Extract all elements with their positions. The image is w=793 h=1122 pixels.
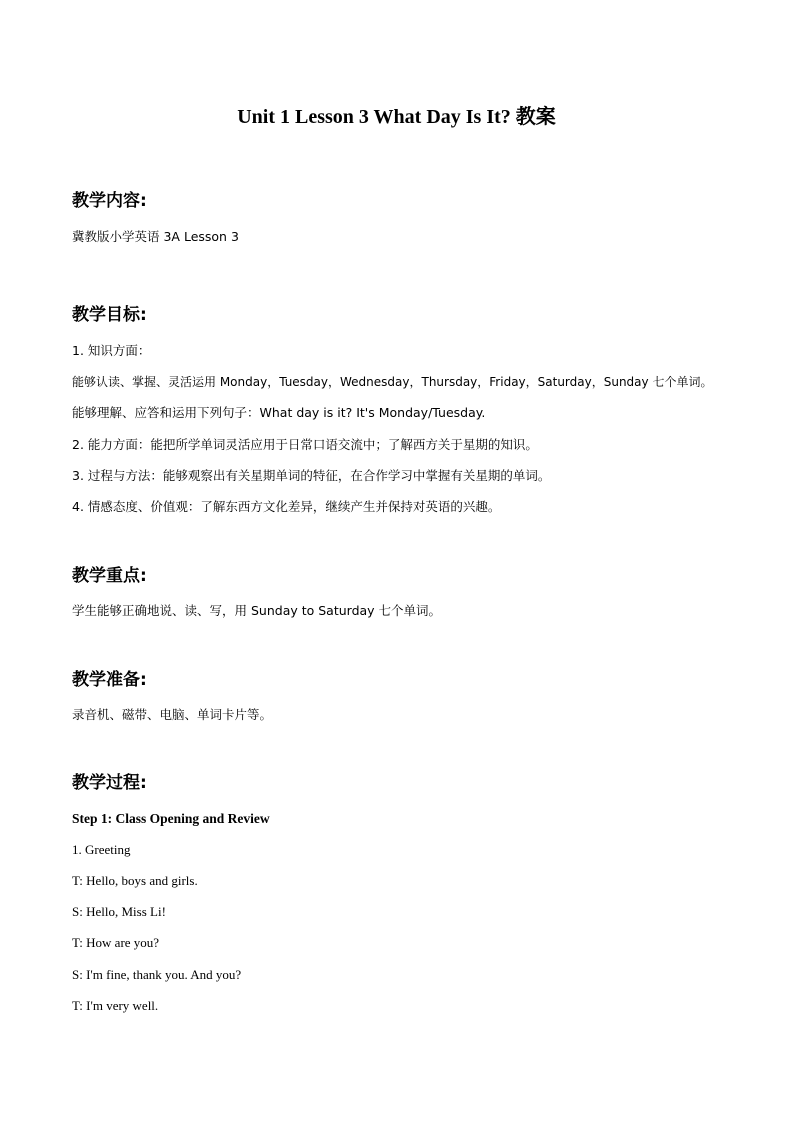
content-line: 冀教版小学英语 3A Lesson 3 bbox=[72, 229, 239, 244]
objective-line: 1. 知识方面： bbox=[72, 343, 151, 358]
section-heading-content: 教学内容: bbox=[72, 191, 147, 211]
process-line: S: I'm fine, thank you. And you? bbox=[72, 967, 242, 982]
objective-line: 能够理解、应答和运用下列句子：What day is it? It's Monday/Tuesday. bbox=[72, 405, 486, 420]
section-heading-process: 教学过程: bbox=[72, 773, 147, 793]
preparation-line: 录音机、磁带、电脑、单词卡片等。 bbox=[72, 707, 273, 722]
process-line: T: I'm very well. bbox=[72, 998, 159, 1013]
step-1-title: Step 1: Class Opening and Review bbox=[72, 811, 270, 826]
document-title: Unit 1 Lesson 3 What Day Is It? 教案 bbox=[237, 106, 556, 128]
section-heading-preparation: 教学准备: bbox=[72, 670, 147, 690]
process-line: T: Hello, boys and girls. bbox=[72, 873, 198, 888]
process-line: S: Hello, Miss Li! bbox=[72, 904, 166, 919]
objective-line: 能够认读、掌握、灵活运用 Monday，Tuesday，Wednesday，Thursday，Friday，Saturday，Sunday 七个单词。 bbox=[72, 375, 713, 389]
section-heading-key-points: 教学重点: bbox=[72, 566, 147, 586]
process-line: T: How are you? bbox=[72, 935, 160, 950]
objective-line: 2. 能力方面：能把所学单词灵活应用于日常口语交流中；了解西方关于星期的知识。 bbox=[72, 437, 538, 452]
objective-line: 4. 情感态度、价值观：了解东西方文化差异，继续产生并保持对英语的兴趣。 bbox=[72, 499, 501, 514]
section-heading-objectives: 教学目标: bbox=[72, 305, 147, 325]
key-points-line: 学生能够正确地说、读、写，用 Sunday to Saturday 七个单词。 bbox=[72, 603, 442, 618]
process-line: 1. Greeting bbox=[72, 842, 131, 857]
objective-line: 3. 过程与方法：能够观察出有关星期单词的特征，在合作学习中掌握有关星期的单词。 bbox=[72, 468, 551, 483]
